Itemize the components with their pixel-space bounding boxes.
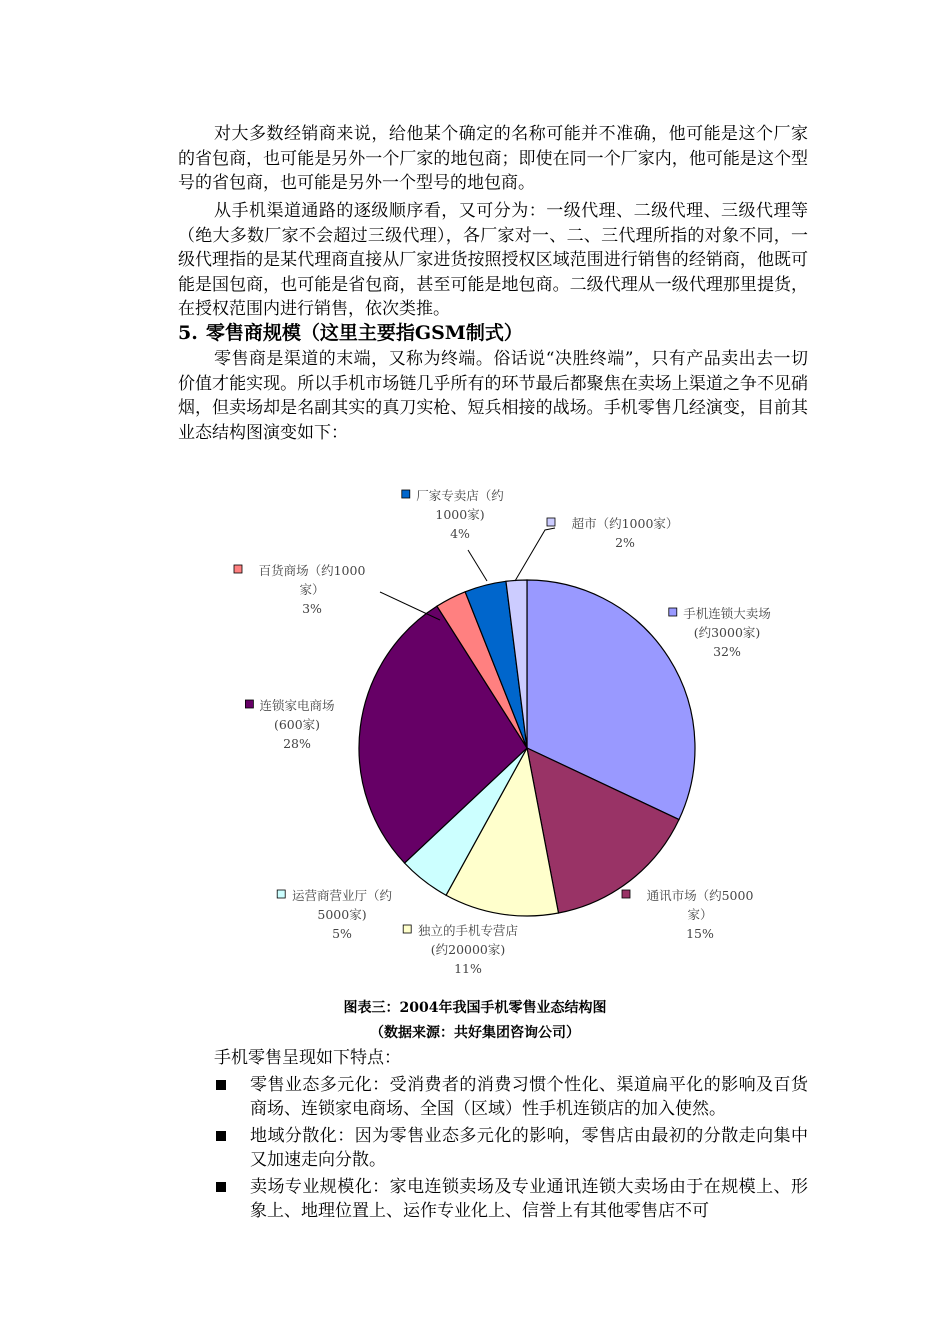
slice-percent: 11%	[454, 961, 482, 976]
slice-label-text: 百货商场（约1000	[258, 563, 366, 578]
feature-item	[178, 1175, 808, 1224]
slice-label-text: 超市（约1000家）	[571, 516, 679, 531]
feature-text: 零售业态多元化：受消费者的消费习惯个性化、渠道扁平化的影响及百货商场、连锁家电商场、全国（区域）性手机连锁店的加入使然。	[250, 1074, 808, 1119]
slice-label-text: 5000家)	[317, 907, 367, 922]
legend-swatch	[245, 700, 253, 708]
square-bullet-icon	[216, 1080, 226, 1090]
chart-source: （数据来源：共好集团咨询公司）	[370, 1025, 580, 1041]
slice-label	[245, 698, 334, 751]
paragraph-agent-levels: 从手机渠道通路的逐级顺序看，又可分为：一级代理、二级代理、三级代理等（绝大多数厂家不会超过三级代理），各厂家对一、二、三代理所指的对象不同，一级代理指的是某代理商直接从厂家进货按照授权区域范围进行销售的经销商，他既可能是国包商，也可能是省包商，甚至可能是地包商。二级代理从一级代理那里提货，在授权范围内进行销售，依次类推。	[178, 201, 808, 319]
slice-label-text: 1000家)	[435, 507, 485, 522]
legend-swatch	[234, 565, 242, 573]
slice-percent: 28%	[283, 736, 311, 751]
paragraph-retailers: 零售商是渠道的末端，又称为终端。俗话说“决胜终端”，只有产品卖出去一切价值才能实现。所以手机市场链几乎所有的环节最后都聚焦在卖场上渠道之争不见硝烟，但卖场却是名副其实的真刀实枪、短兵相接的战场。手机零售几经演变，目前其业态结构图演变如下：	[178, 349, 808, 443]
slice-label	[277, 888, 392, 941]
features-section	[178, 1046, 808, 1226]
slice-label	[234, 563, 365, 616]
feature-text: 地域分散化：因为零售业态多元化的影响，零售店由最初的分散走向集中又加速走向分散。	[250, 1125, 808, 1170]
paragraph-distributor-naming: 对大多数经销商来说，给他某个确定的名称可能并不准确，他可能是这个厂家的省包商，也可能是另外一个厂家的地包商；即使在同一个厂家内，他可能是这个型号的省包商，也可能是另外一个型号的地包商。	[178, 124, 808, 193]
slice-label-text: (约3000家)	[693, 625, 761, 640]
legend-swatch	[669, 608, 677, 616]
slice-percent: 3%	[302, 601, 322, 616]
section-number: 5.	[178, 322, 198, 344]
legend-swatch	[547, 518, 555, 526]
slice-label	[669, 606, 771, 659]
legend-swatch	[402, 490, 410, 498]
legend-swatch	[403, 925, 411, 933]
section-title: 零售商规模（这里主要指GSM制式）	[205, 322, 523, 344]
feature-text: 卖场专业规模化：家电连锁卖场及专业通讯连锁大卖场由于在规模上、形象上、地理位置上、运作专业化上、信誉上有其他零售店不可	[250, 1176, 808, 1221]
leader-line	[468, 550, 487, 581]
section-heading	[178, 320, 523, 346]
slice-label-text: (约20000家)	[430, 942, 506, 957]
legend-swatch	[277, 890, 285, 898]
square-bullet-icon	[216, 1131, 226, 1141]
legend-swatch	[622, 890, 630, 898]
slice-label-text: 厂家专卖店（约	[416, 488, 504, 503]
slice-label-text: 手机连锁大卖场	[683, 606, 771, 621]
slice-percent: 32%	[713, 644, 741, 659]
leader-line	[515, 528, 555, 581]
slice-label	[547, 516, 678, 550]
slice-label	[402, 488, 504, 541]
chart-title: 图表三：2004年我国手机零售业态结构图	[343, 1000, 607, 1016]
slice-percent: 15%	[686, 926, 714, 941]
feature-item	[178, 1073, 808, 1122]
feature-item	[178, 1124, 808, 1173]
slice-label-text: 通讯市场（约5000	[646, 888, 754, 903]
features-intro: 手机零售呈现如下特点：	[214, 1048, 401, 1068]
leader-line	[380, 592, 440, 620]
square-bullet-icon	[216, 1182, 226, 1192]
slice-label-text: 连锁家电商场	[259, 698, 335, 713]
slice-label-text: 家）	[299, 582, 325, 597]
slice-label-text: 运营商营业厅（约	[291, 888, 393, 903]
slice-label-text: 家）	[687, 907, 713, 922]
retail-pie-chart	[0, 470, 950, 990]
slice-label	[403, 923, 518, 976]
slice-label-text: (600家)	[273, 717, 321, 732]
slice-percent: 5%	[332, 926, 352, 941]
slice-percent: 2%	[615, 535, 635, 550]
slice-label	[622, 888, 753, 941]
slice-percent: 4%	[450, 526, 470, 541]
slice-label-text: 独立的手机专营店	[417, 923, 519, 938]
